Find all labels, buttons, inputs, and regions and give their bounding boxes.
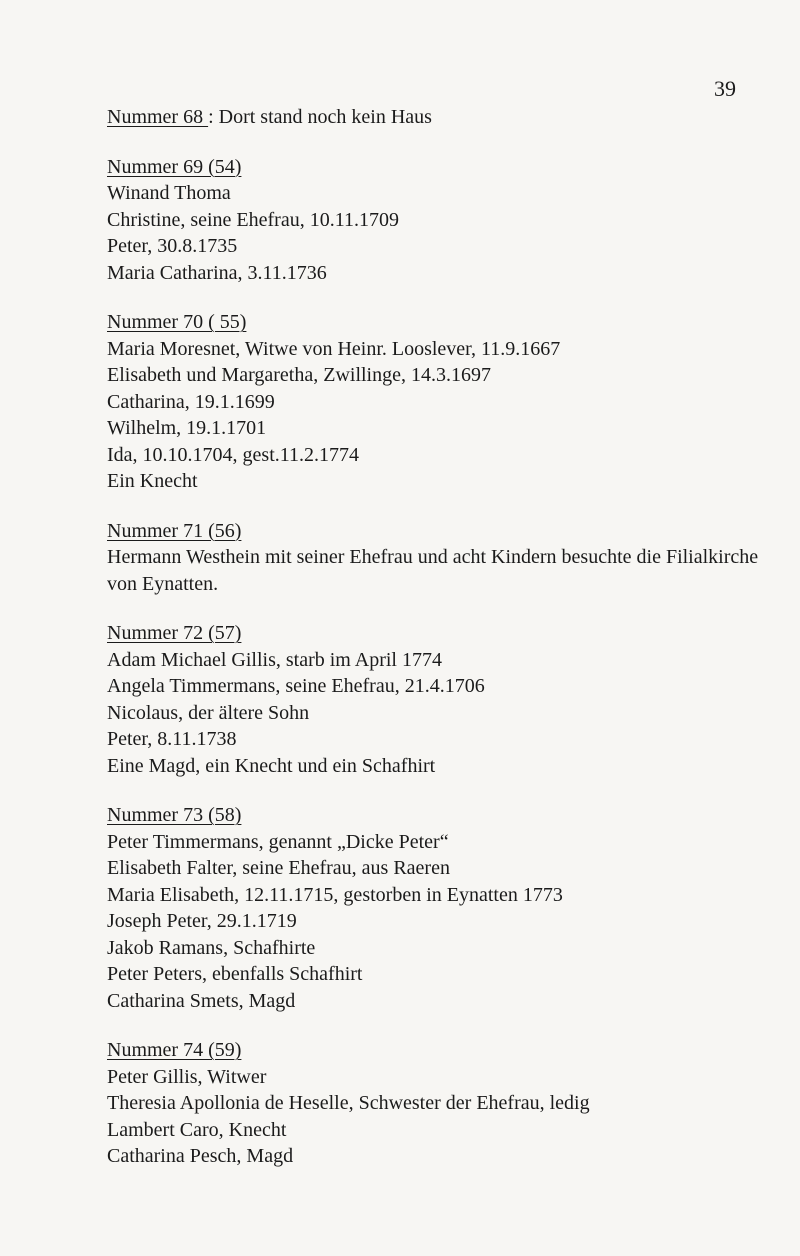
resident-line: Nicolaus, der ältere Sohn — [107, 701, 310, 724]
resident-line: Peter Timmermans, genannt „Dicke Peter“ — [107, 830, 449, 853]
resident-line: Winand Thoma — [107, 182, 231, 204]
resident-line: Maria Catharina, 3.11.1736 — [107, 261, 327, 284]
entry-number: Nummer 69 (54) — [107, 155, 242, 178]
resident-paragraph: Hermann Westhein mit seiner Ehefrau und acht Kindern besuchte die Filialkirche von Eynatten. — [107, 546, 759, 595]
entry-number: Nummer 70 ( 55) — [107, 311, 247, 333]
entry-heading — [107, 309, 797, 336]
entry-69 — [107, 154, 797, 287]
entry-heading — [107, 154, 797, 181]
entry-heading — [107, 1037, 797, 1064]
resident-line: Catharina Smets, Magd — [107, 989, 296, 1012]
entry-number: Nummer 68 — [107, 106, 209, 128]
entry-73 — [107, 802, 797, 1014]
resident-line: Catharina, 19.1.1699 — [107, 390, 275, 413]
resident-line: Jakob Ramans, Schafhirte — [107, 936, 316, 959]
entry-heading — [107, 620, 797, 647]
resident-line: Angela Timmermans, seine Ehefrau, 21.4.1706 — [107, 675, 485, 697]
entry-70 — [107, 309, 797, 495]
entry-68 — [107, 104, 797, 131]
resident-line: Lambert Caro, Knecht — [107, 1118, 287, 1141]
resident-line: Elisabeth Falter, seine Ehefrau, aus Raeren — [107, 857, 450, 879]
resident-line: Peter Gillis, Witwer — [107, 1065, 267, 1088]
resident-line: Ein Knecht — [107, 470, 198, 492]
resident-line: Peter Peters, ebenfalls Schafhirt — [107, 963, 363, 985]
resident-line: Maria Moresnet, Witwe von Heinr. Looslever, 11.9.1667 — [107, 337, 561, 360]
entry-number: Nummer 74 (59) — [107, 1039, 242, 1061]
household-register — [107, 104, 797, 1170]
resident-line: Christine, seine Ehefrau, 10.11.1709 — [107, 208, 399, 231]
resident-line: Elisabeth und Margaretha, Zwillinge, 14.3.1697 — [107, 364, 491, 386]
entry-number: Nummer 71 (56) — [107, 519, 242, 542]
resident-line: Eine Magd, ein Knecht und ein Schafhirt — [107, 754, 436, 777]
resident-line: Catharina Pesch, Magd — [107, 1145, 294, 1167]
entry-74 — [107, 1037, 797, 1170]
resident-line: Theresia Apollonia de Heselle, Schwester der Ehefrau, ledig — [107, 1092, 590, 1114]
resident-line: Wilhelm, 19.1.1701 — [107, 417, 267, 439]
entry-heading — [107, 104, 797, 131]
resident-line: Joseph Peter, 29.1.1719 — [107, 910, 297, 932]
entry-number: Nummer 73 (58) — [107, 804, 242, 826]
resident-line: Adam Michael Gillis, starb im April 1774 — [107, 648, 442, 671]
entry-heading — [107, 518, 797, 545]
entry-note: : Dort stand noch kein Haus — [208, 106, 432, 128]
resident-line: Maria Elisabeth, 12.11.1715, gestorben in Eynatten 1773 — [107, 883, 563, 906]
resident-line: Ida, 10.10.1704, gest.11.2.1774 — [107, 443, 360, 466]
entry-heading — [107, 802, 797, 829]
resident-line: Peter, 30.8.1735 — [107, 235, 238, 257]
entry-71 — [107, 518, 797, 598]
entry-72 — [107, 620, 797, 779]
resident-line: Peter, 8.11.1738 — [107, 728, 237, 750]
entry-number: Nummer 72 (57) — [107, 622, 242, 644]
page-number: 39 — [714, 76, 736, 101]
